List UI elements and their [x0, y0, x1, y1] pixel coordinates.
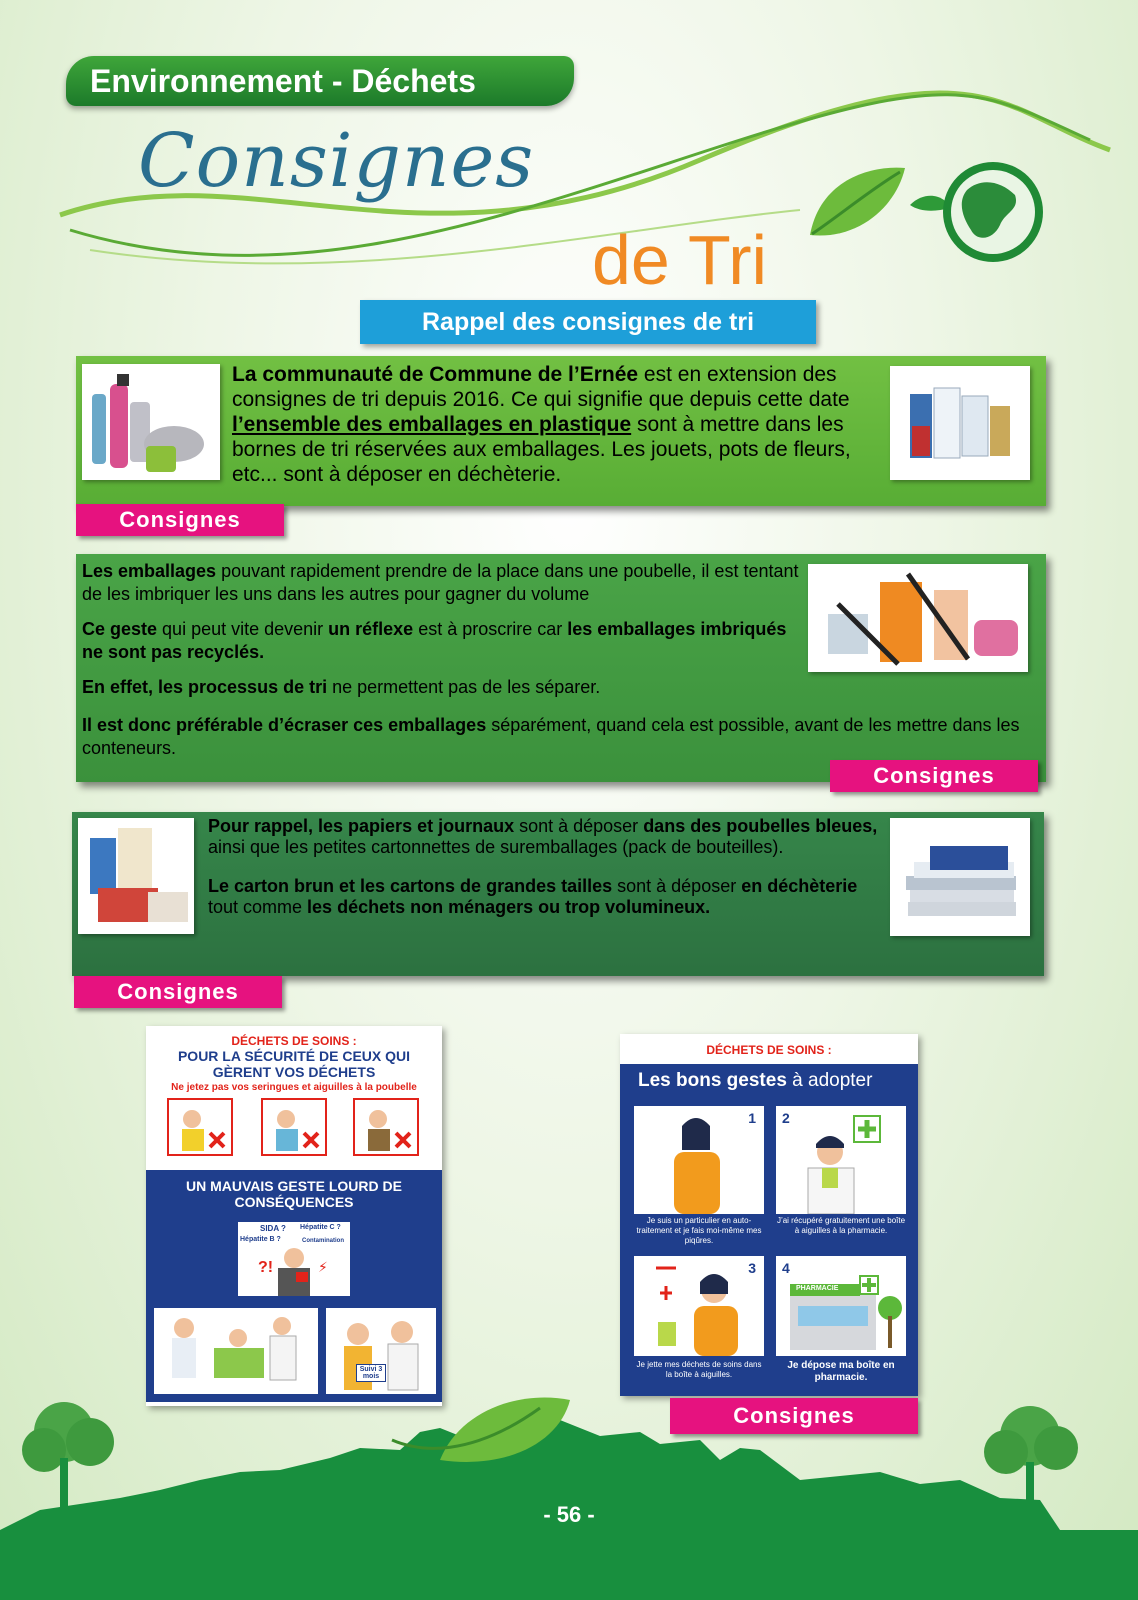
page-title-suffix: de Tri: [592, 221, 768, 299]
recycling-items-photo: [82, 364, 220, 480]
step2-number: 2: [782, 1110, 790, 1126]
followup-badge: Suivi 3 mois: [356, 1364, 386, 1382]
consignes-tag-3: Consignes: [74, 976, 282, 1008]
poster2-headline: Les bons gestes à adopter: [638, 1070, 873, 1091]
poster1-headline: POUR LA SÉCURITÉ DE CEUX QUI GÈRENT VOS DÉCHETS: [177, 1048, 411, 1080]
poster1-kicker: DÉCHETS DE SOINS :: [231, 1034, 357, 1048]
step3-number: 3: [748, 1260, 756, 1276]
poster1-warning: Ne jetez pas vos seringues et aiguilles à la poubelle: [171, 1082, 417, 1093]
nested-packaging-photo: [808, 564, 1028, 672]
page-title: Consignes: [138, 118, 535, 204]
step2-text: J’ai récupéré gratuitement une boîte à aiguilles à la pharmacie.: [776, 1216, 906, 1235]
step1-text: Je suis un particulier en auto-traitement et je fais moi-même mes piqûres.: [636, 1216, 762, 1245]
step4-number: 4: [782, 1260, 790, 1276]
bubble-sida: SIDA ?: [260, 1224, 286, 1233]
section-banner: Rappel des consignes de tri: [360, 300, 816, 344]
poster1-subhead: UN MAUVAIS GESTE LOURD DE CONSÉQUENCES: [186, 1178, 402, 1210]
step1-card: [634, 1106, 764, 1214]
step2-card: [776, 1106, 906, 1214]
poster-medical-waste-safety: [146, 1026, 442, 1406]
consignes-tag-2: Consignes: [830, 760, 1038, 792]
pharmacy-sign: PHARMACIE: [796, 1285, 839, 1292]
page-number: - 56 -: [543, 1502, 595, 1527]
step3-text: Je jette mes déchets de soins dans la boîte à aiguilles.: [636, 1360, 762, 1379]
consignes-tag-1: Consignes: [76, 504, 284, 536]
bubble-hepatite-b: Hépatite B ?: [240, 1236, 281, 1243]
poster1-illustration: [238, 1222, 350, 1296]
newspapers-photo: [890, 818, 1030, 936]
poster-good-gestures: [620, 1034, 918, 1396]
leaf-icon: [800, 160, 910, 250]
poster1-icons-row: [146, 1093, 442, 1159]
poster2-kicker: DÉCHETS DE SOINS :: [706, 1043, 832, 1057]
block3-text: Pour rappel, les papiers et journaux sont à déposer dans des poubelles bleues, ainsi que les petites cartonnettes de suremballages (pack de bouteilles). Le carton brun et les cartons de grandes tailles sont à déposer en déchèterie tout comme les déchets non ménagers ou trop volumineux.: [208, 816, 878, 917]
step1-number: 1: [748, 1110, 756, 1126]
step4-card: [776, 1256, 906, 1356]
section-heading: Environnement - Déchets: [66, 56, 574, 106]
cartons-photo: [890, 366, 1030, 480]
cardboard-boxes-photo: [78, 818, 194, 934]
bubble-hepatite-c: Hépatite C ?: [300, 1224, 341, 1231]
block2-text-last: Il est donc préférable d’écraser ces emballages séparément, quand cela est possible, avant de les mettre dans les conteneurs.: [82, 715, 1020, 758]
svg-text:⚡: ⚡: [318, 1259, 328, 1275]
block1-text: La communauté de Commune de l’Ernée est en extension des consignes de tri depuis 2016. Ce qui signifie que depuis cette date l’ensemble des emballages en plastique sont à mettre dans les bornes de tri réservées aux emballages. Les jouets, pots de fleurs, etc... sont à déposer en déchèterie.: [232, 363, 851, 486]
step4-text: Je dépose ma boîte en pharmacie.: [787, 1360, 895, 1383]
consignes-tag-4: Consignes: [670, 1398, 918, 1434]
svg-text:?!: ?!: [258, 1259, 274, 1276]
globe-icon: [905, 150, 1045, 270]
bubble-contamination: Contamination: [302, 1238, 344, 1244]
block2-text: Les emballages pouvant rapidement prendre de la place dans une poubelle, il est tentant de les imbriquer les uns dans les autres pour gagner du volume Ce geste qui peut vite devenir un réflexe est à proscrire car les emballages imbriqués ne sont pas recyclés. En effet, les processus de tri ne permettent pas de les séparer.: [82, 561, 799, 697]
town-silhouette: [0, 1380, 1138, 1600]
step3-card: [634, 1256, 764, 1356]
